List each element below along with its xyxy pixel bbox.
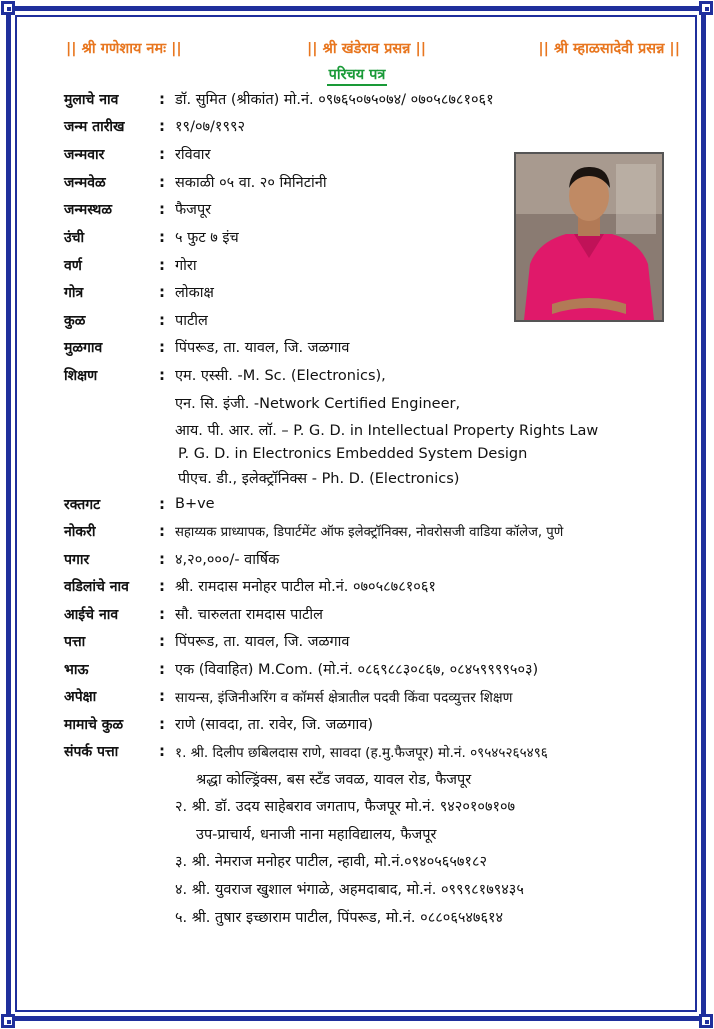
detail-row: [64, 142, 211, 166]
row-label: वर्ण: [64, 257, 82, 274]
row-colon: :: [159, 577, 165, 595]
detail-row: [64, 114, 245, 138]
row-label: रक्तगट: [64, 496, 101, 513]
row-colon: :: [159, 605, 165, 623]
detail-row: [64, 684, 512, 708]
portrait-photo: [514, 152, 664, 322]
row-label: अपेक्षा: [64, 688, 97, 705]
detail-row: [64, 602, 323, 626]
row-label: जन्मवेळ: [64, 174, 106, 191]
detail-row: [64, 574, 436, 598]
row-colon: :: [159, 660, 165, 678]
row-colon: :: [159, 632, 165, 650]
page-title: [0, 64, 714, 84]
row-value: राणे (सावदा, ता. रावेर, जि. जळगाव): [175, 717, 374, 733]
contact-line: श्रद्धा कोल्ड्रिंक्स, बस स्टँड जवळ, यावल रोड, फैजपूर: [196, 772, 472, 788]
corner-ornament: [1, 1, 15, 15]
row-value: B+ve: [175, 496, 215, 512]
row-label: उंची: [64, 229, 85, 246]
row-colon: :: [159, 522, 165, 540]
row-value: ४,२०,०००/- वार्षिक: [175, 552, 280, 568]
row-colon: :: [159, 495, 165, 513]
corner-ornament: [699, 1, 713, 15]
row-colon: :: [159, 117, 165, 135]
row-colon: :: [159, 228, 165, 246]
row-colon: :: [159, 550, 165, 568]
row-colon: :: [159, 715, 165, 733]
row-label: जन्मवार: [64, 146, 105, 163]
title-text: परिचय पत्र: [327, 67, 388, 86]
row-label: शिक्षण: [64, 367, 98, 384]
row-value: सायन्स, इंजिनीअरिंग व कॉमर्स क्षेत्रातील पदवी किंवा पदव्युत्तर शिक्षण: [175, 689, 513, 706]
detail-row: [64, 197, 211, 221]
detail-row: [64, 547, 279, 571]
row-colon: :: [159, 145, 165, 163]
contact-line: ४. श्री. युवराज खुशाल भंगाळे, अहमदाबाद, मो.नं. ०९९९८१७९४३५: [175, 882, 524, 898]
row-label: आईचे नाव: [64, 606, 119, 623]
row-colon: :: [159, 311, 165, 329]
detail-row: [64, 253, 197, 277]
invocation-header: [64, 38, 680, 62]
contact-line: ५. श्री. तुषार इच्छाराम पाटील, पिंपरूड, मो.नं. ०८८०६५४७६१४: [175, 910, 504, 926]
education-line: P. G. D. in Electronics Embedded System Design: [178, 446, 528, 462]
row-colon: :: [159, 338, 165, 356]
detail-row: [64, 657, 538, 681]
row-value: सकाळी ०५ वा. २० मिनिटांनी: [175, 175, 327, 191]
row-colon: :: [159, 173, 165, 191]
row-colon: :: [159, 90, 165, 108]
row-colon: :: [159, 742, 165, 760]
row-label: पगार: [64, 551, 90, 568]
row-colon: :: [159, 687, 165, 705]
portrait-icon: [516, 154, 662, 320]
header-left: || श्री गणेशाय नमः ||: [66, 41, 182, 57]
row-label: भाऊ: [64, 661, 89, 678]
row-value: १. श्री. दिलीप छबिलदास राणे, सावदा (ह.मु.फैजपूर) मो.नं. ०९५४५२६५४९६: [175, 744, 548, 761]
detail-row: [64, 335, 349, 359]
corner-ornament: [1, 1014, 15, 1028]
row-label: जन्म तारीख: [64, 118, 125, 135]
row-value: डॉ. सुमित (श्रीकांत) मो.नं. ०९७६५०७५०७४/ ०७०५८७८१०६१: [175, 92, 494, 108]
header-center: || श्री खंडेराव प्रसन्न ||: [307, 41, 427, 57]
row-colon: :: [159, 200, 165, 218]
row-label: नोकरी: [64, 523, 96, 540]
contact-line: उप-प्राचार्य, धनाजी नाना महाविद्यालय, फैजपूर: [196, 827, 437, 843]
row-value: पिंपरूड, ता. यावल, जि. जळगाव: [175, 634, 350, 650]
education-line: आय. पी. आर. लॉ. – P. G. D. in Intellectual Property Rights Law: [175, 423, 599, 439]
row-colon: :: [159, 366, 165, 384]
detail-row: [64, 308, 208, 332]
row-value: श्री. रामदास मनोहर पाटील मो.नं. ०७०५८७८१०६१: [175, 579, 436, 595]
row-colon: :: [159, 283, 165, 301]
detail-row: [64, 363, 386, 387]
corner-ornament: [699, 1014, 713, 1028]
row-value: एम. एस्सी. -M. Sc. (Electronics),: [175, 368, 386, 384]
contact-line: २. श्री. डॉ. उदय साहेबराव जगताप, फैजपूर मो.नं. ९४२०१०७१०७: [175, 799, 516, 815]
detail-row: [64, 739, 548, 763]
row-label: संपर्क पत्ता: [64, 743, 119, 760]
row-value: सौ. चारुलता रामदास पाटील: [175, 607, 323, 623]
detail-row: [64, 280, 214, 304]
row-colon: :: [159, 256, 165, 274]
detail-row: [64, 629, 349, 653]
row-value: पिंपरूड, ता. यावल, जि. जळगाव: [175, 340, 350, 356]
detail-row: [64, 519, 563, 543]
detail-row: [64, 87, 494, 111]
row-value: १९/०७/१९९२: [175, 119, 246, 135]
row-label: मुळगाव: [64, 339, 103, 356]
row-label: वडिलांचे नाव: [64, 578, 129, 595]
row-value: लोकाक्ष: [175, 285, 214, 301]
row-value: पाटील: [175, 313, 208, 329]
education-line: एन. सि. इंजी. -Network Certified Engineer,: [175, 396, 461, 412]
detail-row: [64, 712, 373, 736]
row-label: जन्मस्थळ: [64, 201, 112, 218]
education-line: पीएच. डी., इलेक्ट्रॉनिक्स - Ph. D. (Electronics): [178, 471, 460, 487]
row-value: रविवार: [175, 147, 211, 163]
row-value: ५ फुट ७ इंच: [175, 230, 239, 246]
row-label: पत्ता: [64, 633, 86, 650]
row-label: मामाचे कुळ: [64, 716, 124, 733]
row-label: कुळ: [64, 312, 86, 329]
detail-row: [64, 170, 327, 194]
row-value: सहाय्यक प्राध्यापक, डिपार्टमेंट ऑफ इलेक्ट्रॉनिक्स, नोवरोसजी वाडिया कॉलेज, पुणे: [175, 525, 564, 540]
detail-row: [64, 225, 239, 249]
detail-row: [64, 492, 215, 516]
row-value: फैजपूर: [175, 202, 212, 218]
header-right: || श्री म्हाळसादेवी प्रसन्न ||: [538, 41, 680, 57]
row-value: एक (विवाहित) M.Com. (मो.नं. ०८६९८८३०८६७, ०८४५९९९९५०३): [175, 662, 539, 678]
row-label: मुलाचे नाव: [64, 91, 119, 108]
row-label: गोत्र: [64, 284, 84, 301]
row-value: गोरा: [175, 258, 197, 274]
contact-line: ३. श्री. नेमराज मनोहर पाटील, न्हावी, मो.नं.०९४०५६५७१८२: [175, 854, 488, 870]
